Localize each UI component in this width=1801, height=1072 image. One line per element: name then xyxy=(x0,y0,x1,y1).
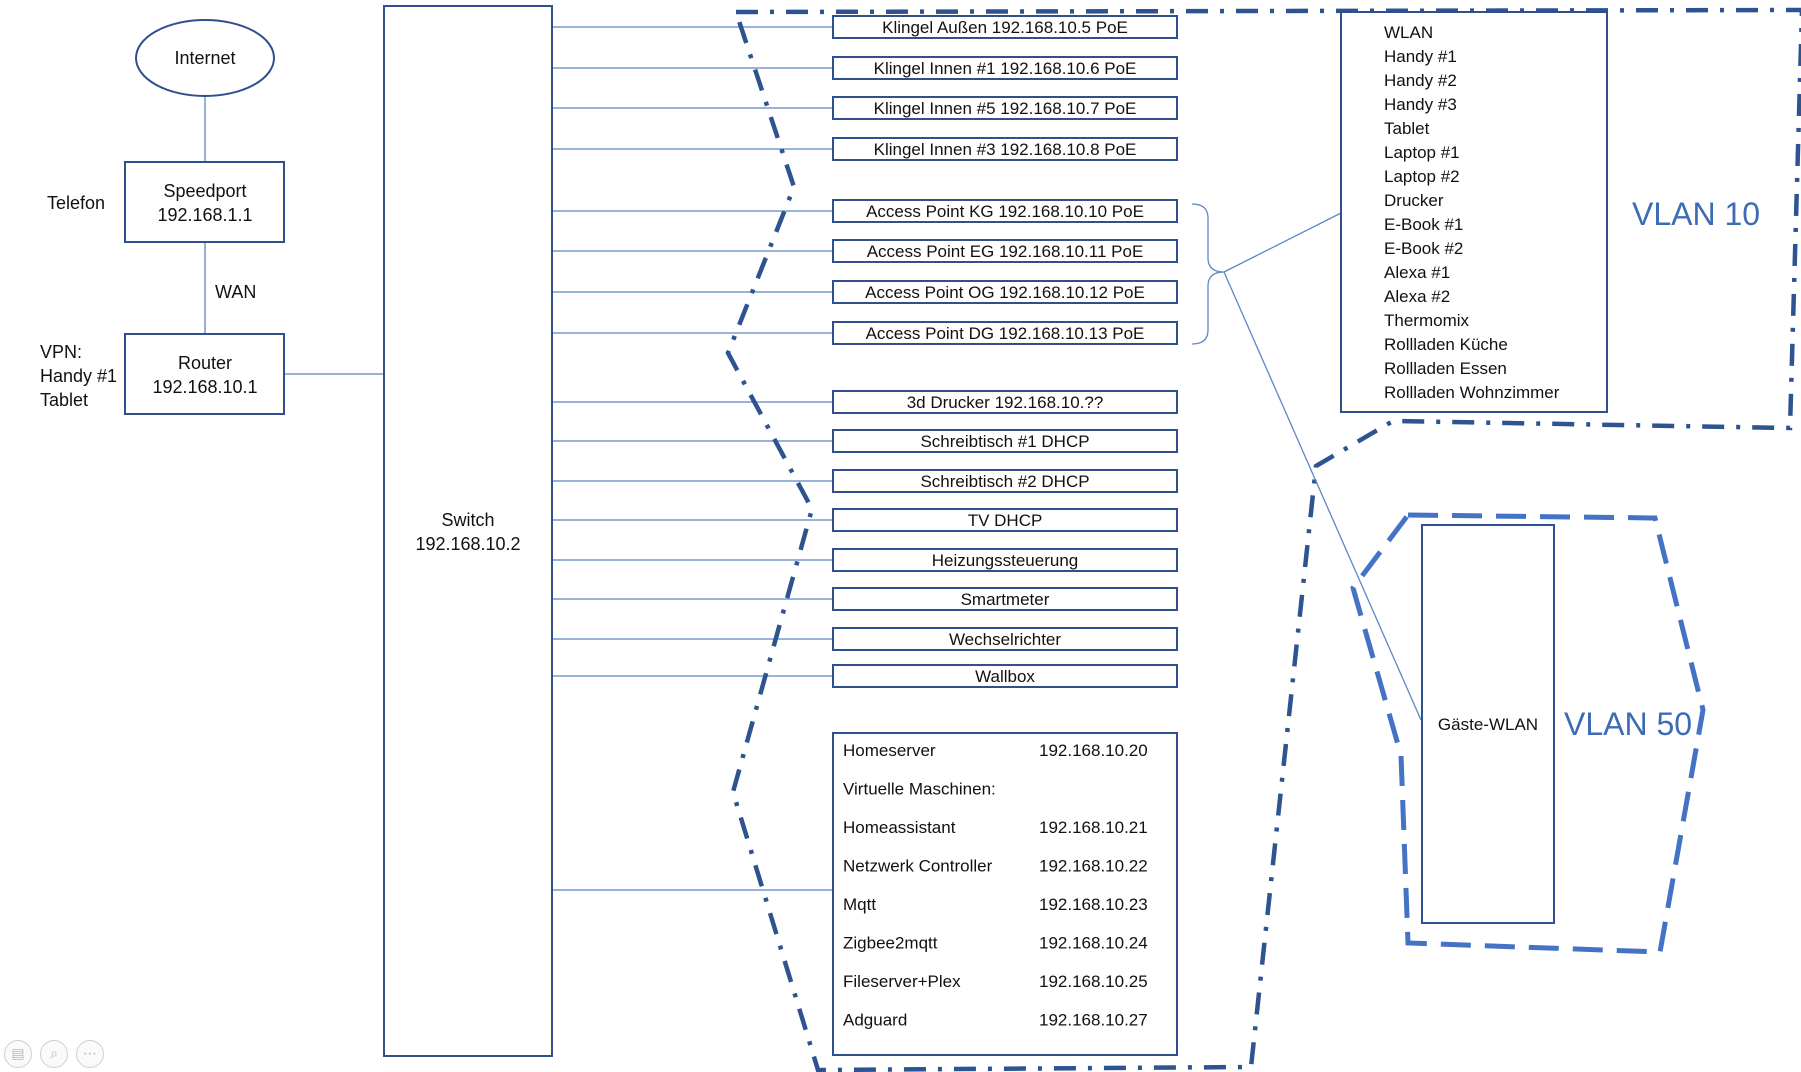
switch-label: Switch xyxy=(441,510,495,530)
wlan-client: Handy #2 xyxy=(1384,71,1457,90)
device-item xyxy=(833,391,1177,413)
homeserver-row-ip: 192.168.10.22 xyxy=(1039,856,1148,876)
wlan-client: Laptop #1 xyxy=(1384,143,1460,162)
device-item xyxy=(833,588,1177,610)
wlan-client: Rollladen Wohnzimmer xyxy=(1384,383,1560,402)
homeserver-row-name: Fileserver+Plex xyxy=(843,972,961,991)
wlan-client: Drucker xyxy=(1384,191,1444,210)
wlan-client: Thermomix xyxy=(1384,311,1470,330)
device-label: Smartmeter xyxy=(960,590,1050,609)
device-label: Klingel Innen #3 192.168.10.8 PoE xyxy=(873,140,1137,159)
vpn-note xyxy=(40,342,117,410)
vlan10-label: VLAN 10 xyxy=(1632,196,1761,232)
more-icon[interactable]: ⋯ xyxy=(76,1040,104,1068)
telefon-label: Telefon xyxy=(47,193,106,213)
wan-label: WAN xyxy=(215,282,257,302)
device-label: Schreibtisch #2 DHCP xyxy=(920,472,1090,491)
device-item xyxy=(833,138,1177,160)
device-item xyxy=(833,281,1177,303)
device-label: Access Point OG 192.168.10.12 PoE xyxy=(865,283,1145,302)
vlan50-label: VLAN 50 xyxy=(1564,706,1693,742)
internet-node xyxy=(136,20,274,96)
wlan-client: Handy #1 xyxy=(1384,47,1457,66)
router-node xyxy=(125,334,284,414)
wlan-client: Tablet xyxy=(1384,119,1430,138)
wlan-client: E-Book #2 xyxy=(1384,239,1464,258)
speedport-ip: 192.168.1.1 xyxy=(157,205,253,225)
switch-box xyxy=(384,6,552,1056)
homeserver-row-ip: 192.168.10.25 xyxy=(1039,972,1148,991)
device-item xyxy=(833,240,1177,262)
wlan-client: E-Book #1 xyxy=(1384,215,1464,234)
device-label: Klingel Innen #1 192.168.10.6 PoE xyxy=(873,59,1137,78)
device-item xyxy=(833,549,1177,571)
homeserver-row-name: Mqtt xyxy=(843,895,877,914)
device-list xyxy=(833,16,1177,687)
switch-node xyxy=(384,6,552,1056)
zoom-icon[interactable]: ⌕ xyxy=(40,1040,68,1068)
brace-to-wlan-link xyxy=(1224,213,1341,272)
device-item xyxy=(833,200,1177,222)
guest-wlan-box xyxy=(1422,525,1554,923)
speedport-node xyxy=(125,162,284,242)
device-item xyxy=(833,97,1177,119)
device-label: Access Point EG 192.168.10.11 PoE xyxy=(866,242,1144,261)
homeserver-row-name: Adguard xyxy=(843,1010,908,1030)
device-label: Access Point KG 192.168.10.10 PoE xyxy=(866,202,1144,221)
guest-wlan-label: Gäste-WLAN xyxy=(1437,715,1539,734)
vpn-client-2: Tablet xyxy=(40,390,89,410)
homeserver-row-name: Netzwerk Controller xyxy=(843,856,993,876)
homeserver-row-ip: 192.168.10.23 xyxy=(1039,895,1148,914)
switch-ip: 192.168.10.2 xyxy=(415,534,521,554)
homeserver-row-ip: 192.168.10.20 xyxy=(1039,741,1148,760)
device-label: Schreibtisch #1 DHCP xyxy=(920,432,1090,451)
viewer-toolbar xyxy=(4,1040,104,1068)
homeserver-row-name: Virtuelle Maschinen: xyxy=(843,779,996,799)
wlan-client-box xyxy=(1341,12,1607,412)
brace-shape xyxy=(1192,204,1224,344)
device-item xyxy=(833,628,1177,650)
homeserver-row-name: Homeserver xyxy=(843,741,936,760)
vpn-client-1: Handy #1 xyxy=(40,366,118,386)
homeserver-row-name: Homeassistant xyxy=(843,818,956,837)
device-label: 3d Drucker 192.168.10.?? xyxy=(906,393,1104,412)
wlan-client: Laptop #2 xyxy=(1384,167,1460,186)
internet-label: Internet xyxy=(174,48,236,68)
device-label: Wallbox xyxy=(975,667,1035,686)
wlan-title: WLAN xyxy=(1384,23,1434,42)
device-label: Heizungssteuerung xyxy=(931,551,1079,570)
device-item xyxy=(833,665,1177,687)
router-ip: 192.168.10.1 xyxy=(152,377,258,397)
device-item xyxy=(833,509,1177,531)
wlan-client: Alexa #1 xyxy=(1384,263,1451,282)
wlan-client: Handy #3 xyxy=(1384,95,1457,114)
device-item xyxy=(833,322,1177,344)
device-label: Wechselrichter xyxy=(948,630,1062,649)
device-label: TV DHCP xyxy=(967,511,1043,530)
device-item xyxy=(833,470,1177,492)
device-label: Klingel Innen #5 192.168.10.7 PoE xyxy=(873,99,1137,118)
router-label: Router xyxy=(177,353,233,373)
wlan-client: Alexa #2 xyxy=(1384,287,1451,306)
homeserver-row-ip: 192.168.10.27 xyxy=(1039,1010,1148,1030)
homeserver-row-ip: 192.168.10.21 xyxy=(1039,818,1148,837)
homeserver-box xyxy=(833,733,1177,1055)
wlan-client: Rollladen Küche xyxy=(1384,335,1508,354)
homeserver-row-ip: 192.168.10.24 xyxy=(1039,933,1148,953)
device-item xyxy=(833,57,1177,79)
vpn-label: VPN: xyxy=(40,342,83,362)
router-box xyxy=(125,334,284,414)
device-connector-lines xyxy=(552,27,833,890)
homeserver-row-name: Zigbee2mqtt xyxy=(843,933,938,953)
device-label: Klingel Außen 192.168.10.5 PoE xyxy=(882,18,1128,37)
wlan-client: Rollladen Essen xyxy=(1384,359,1507,378)
speedport-label: Speedport xyxy=(163,181,247,201)
device-item xyxy=(833,430,1177,452)
speedport-box xyxy=(125,162,284,242)
layout-icon[interactable]: ▤ xyxy=(4,1040,32,1068)
device-label: Access Point DG 192.168.10.13 PoE xyxy=(865,324,1145,343)
device-item xyxy=(833,16,1177,38)
